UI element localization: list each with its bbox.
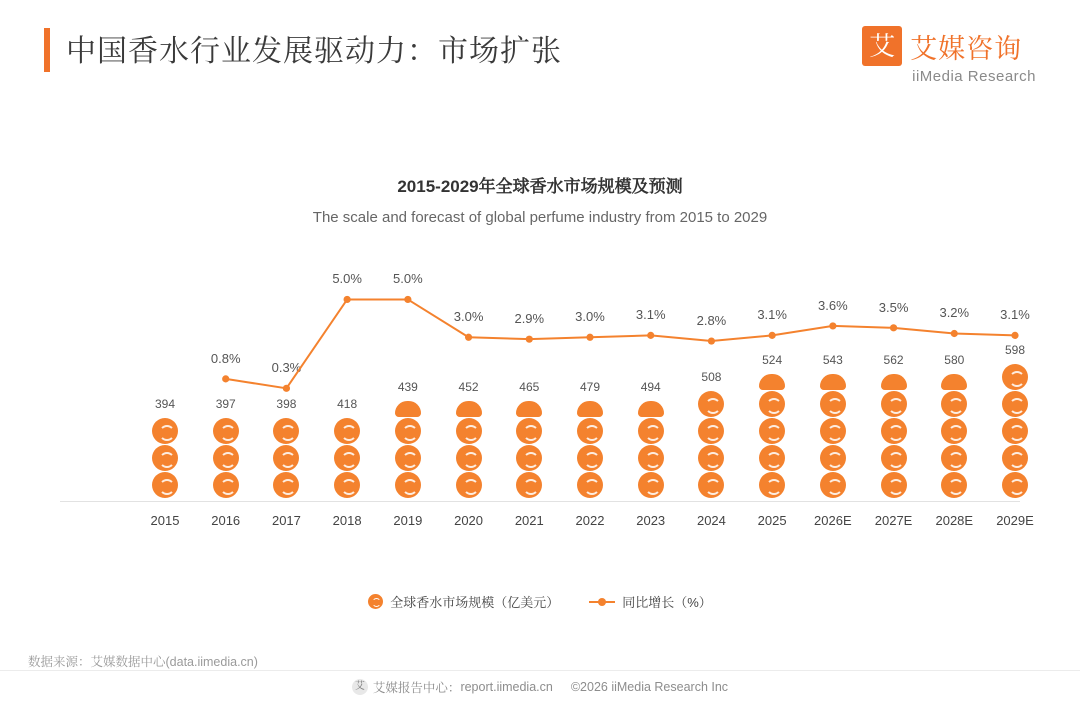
- growth-rate-label: 3.5%: [878, 299, 909, 315]
- growth-rate-label: 3.0%: [453, 309, 484, 325]
- growth-rate-label: 3.0%: [575, 309, 605, 325]
- bar-value-label: 418: [337, 397, 358, 411]
- bar-value-label: 452: [458, 380, 479, 394]
- x-axis-label: 2015: [150, 513, 180, 528]
- x-axis-label: 2018: [332, 513, 362, 528]
- x-axis-label: 2019: [393, 513, 423, 528]
- legend-label-bar: 全球香水市场规模（亿美元）: [390, 595, 560, 610]
- bar-value-label: 524: [762, 353, 783, 367]
- x-axis-label: 2024: [696, 513, 726, 528]
- growth-rate-label: 0.3%: [271, 360, 302, 376]
- bar-value-label: 397: [215, 397, 236, 411]
- bar-value-label: 479: [579, 380, 601, 394]
- report-center-label: 艾媒报告中心：: [372, 680, 461, 695]
- logo-english-name: iiMedia Research: [912, 68, 1036, 85]
- x-axis-label: 2026E: [814, 513, 852, 528]
- x-axis-label: 2020: [454, 513, 484, 528]
- x-axis-label: 2016: [211, 513, 241, 528]
- logo-mark-icon: 艾: [862, 26, 902, 66]
- bar-value-label: 494: [640, 380, 661, 394]
- bar-value-label: 394: [154, 397, 176, 411]
- page-header: [0, 0, 1080, 108]
- data-source-note: 数据来源：艾媒数据中心(data.iimedia.cn): [28, 655, 258, 669]
- report-url[interactable]: report.iimedia.cn: [460, 679, 553, 694]
- growth-rate-label: 2.9%: [514, 311, 545, 327]
- title-accent-bar: [44, 28, 50, 72]
- x-axis-label: 2022: [575, 513, 605, 528]
- growth-rate-label: 2.8%: [696, 313, 727, 329]
- bar-value-label: 543: [822, 353, 843, 367]
- chart-legend: [0, 592, 1080, 611]
- footer-logo-icon: 艾: [352, 679, 368, 695]
- x-axis-label: 2021: [514, 513, 544, 528]
- bar-value-label: 580: [944, 353, 965, 367]
- bar-value-label: 508: [701, 370, 722, 384]
- bar-value-label: 398: [276, 397, 297, 411]
- copyright-label: ©2026 iiMedia Research Inc: [570, 679, 729, 694]
- line-marker-icon: [589, 601, 615, 603]
- copyright-block: [571, 680, 728, 694]
- chart-title: 2015-2029年全球香水市场规模及预测: [397, 177, 683, 196]
- page-footer: [0, 670, 1080, 702]
- chart-plot-area: [40, 226, 1040, 546]
- brand-logo: [862, 26, 1036, 85]
- growth-rate-label: 3.2%: [939, 305, 970, 321]
- bar-value-label: 598: [1004, 343, 1026, 357]
- growth-rate-label: 5.0%: [332, 271, 362, 287]
- legend-item-line: [589, 592, 712, 611]
- x-axis-label: 2027E: [874, 513, 913, 528]
- x-axis-label: 2023: [636, 513, 666, 528]
- growth-rate-label: 3.1%: [757, 307, 787, 323]
- x-axis-label: 2017: [271, 513, 301, 528]
- report-center-block: [352, 678, 553, 696]
- growth-rate-label: 3.1%: [635, 307, 666, 323]
- page-title: 中国香水行业发展驱动力：市场扩张: [66, 35, 562, 68]
- growth-rate-label: 3.1%: [1000, 307, 1030, 323]
- growth-rate-label: 5.0%: [393, 271, 423, 287]
- legend-label-line: 同比增长（%）: [622, 595, 712, 610]
- x-axis-label: 2025: [757, 513, 787, 528]
- chart-subtitle: The scale and forecast of global perfume industry from 2015 to 2029: [312, 209, 768, 226]
- x-axis-label: 2028E: [935, 513, 974, 528]
- growth-rate-label: 3.6%: [818, 297, 848, 313]
- bar-value-label: 562: [883, 353, 904, 367]
- growth-rate-label: 0.8%: [210, 350, 241, 366]
- growth-line-series: [40, 226, 1040, 546]
- bar-value-label: 465: [519, 380, 540, 394]
- bead-marker-icon: [368, 594, 383, 609]
- legend-item-bar: [368, 592, 559, 611]
- bar-value-label: 439: [397, 380, 418, 394]
- x-axis-label: 2029E: [996, 513, 1034, 528]
- chart-container: [0, 150, 1080, 590]
- logo-chinese-name: 艾媒咨询: [910, 33, 1023, 64]
